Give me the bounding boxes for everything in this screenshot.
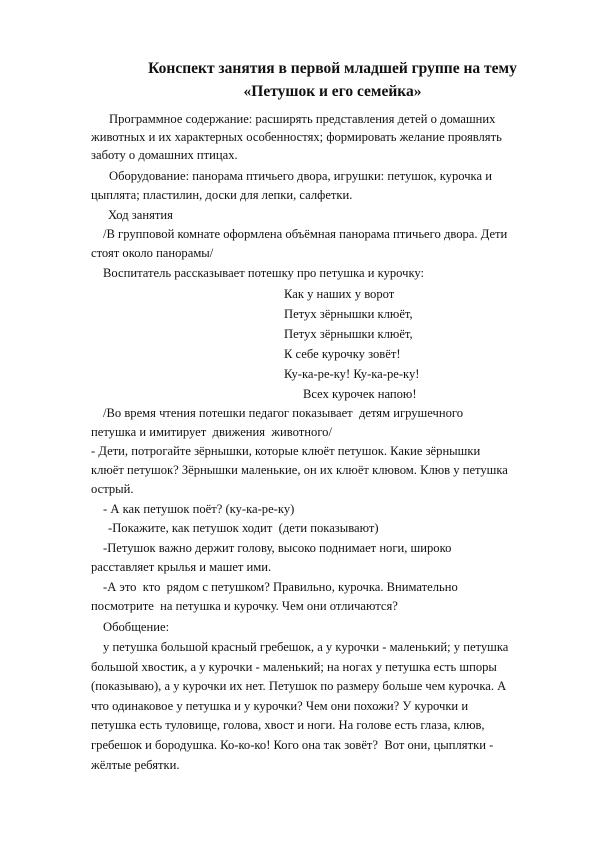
poem-line-1: Как у наших у ворот: [284, 287, 395, 301]
body-line-8: стоят около панорамы/: [91, 246, 214, 260]
body-line-1: Программное содержание: расширять представления детей о домашних: [109, 112, 496, 126]
poem-line-6: Всех курочек напою!: [303, 387, 417, 401]
body-line-22: -Покажите, как петушок ходит (дети показывают): [108, 521, 379, 535]
body-line-21: - А как петушок поёт? (ку-ка-ре-ку): [103, 502, 295, 516]
body-line-5: цыплята; пластилин, доски для лепки, салфетки.: [91, 188, 353, 202]
document-title-line-2: «Петушок и его семейка»: [243, 83, 422, 100]
body-line-17: петушка и имитирует движения животного/: [91, 425, 332, 439]
body-line-29: большой хвостик, а у курочки - маленький; на ногах у петушка есть шпоры: [91, 660, 497, 674]
body-line-30: (показываю), а у курочки их нет. Петушок по размеру больше чем курочка. А: [91, 679, 507, 693]
body-line-26: посмотрите на петушка и курочку. Чем они отличаются?: [91, 599, 398, 613]
body-line-20: острый.: [91, 482, 134, 496]
body-line-31: что одинаковое у петушка и у курочки? Чем они похожи? У курочки и: [91, 699, 469, 713]
body-line-7: /В групповой комнате оформлена объёмная панорама птичьего двора. Дети: [103, 227, 508, 241]
poem-line-5: Ку-ка-ре-ку! Ку-ка-ре-ку!: [284, 367, 420, 381]
body-line-18: - Дети, потрогайте зёрнышки, которые клюёт петушок. Какие зёрнышки: [91, 444, 481, 458]
body-line-28: у петушка большой красный гребешок, а у курочки - маленький; у петушка: [103, 640, 509, 654]
body-line-25: -А это кто рядом с петушком? Правильно, курочка. Внимательно: [103, 580, 458, 594]
poem-line-3: Петух зёрнышки клюёт,: [284, 327, 413, 341]
body-line-33: гребешок и бородушка. Ко-ко-ко! Кого она так зовёт? Вот они, цыплятки -: [91, 738, 494, 752]
body-line-32: петушка есть туловище, голова, хвост и ноги. На голове есть глаза, клюв,: [91, 718, 485, 732]
poem-line-4: К себе курочку зовёт!: [284, 347, 401, 361]
body-line-19: клюёт петушок? Зёрнышки маленькие, он их клюёт клювом. Клюв у петушка: [91, 463, 508, 477]
body-line-2: животных и их характерных особенностях; формировать желание проявлять: [91, 130, 502, 144]
body-line-34: жёлтые ребятки.: [91, 758, 180, 772]
poem-line-2: Петух зёрнышки клюёт,: [284, 307, 413, 321]
body-line-3: заботу о домашних птицах.: [91, 148, 238, 162]
body-line-4: Оборудование: панорама птичьего двора, игрушки: петушок, курочка и: [109, 169, 492, 183]
body-line-9: Воспитатель рассказывает потешку про петушка и курочку:: [103, 266, 425, 280]
summary-heading: Обобщение:: [103, 620, 170, 634]
body-line-16: /Во время чтения потешки педагог показывает детям игрушечного: [103, 406, 464, 420]
lesson-heading: Ход занятия: [108, 208, 173, 222]
body-line-23: -Петушок важно держит голову, высоко поднимает ноги, широко: [103, 541, 452, 555]
body-line-24: расставляет крылья и машет ими.: [91, 560, 272, 574]
document-title-line-1: Конспект занятия в первой младшей группе на тему: [148, 60, 517, 77]
